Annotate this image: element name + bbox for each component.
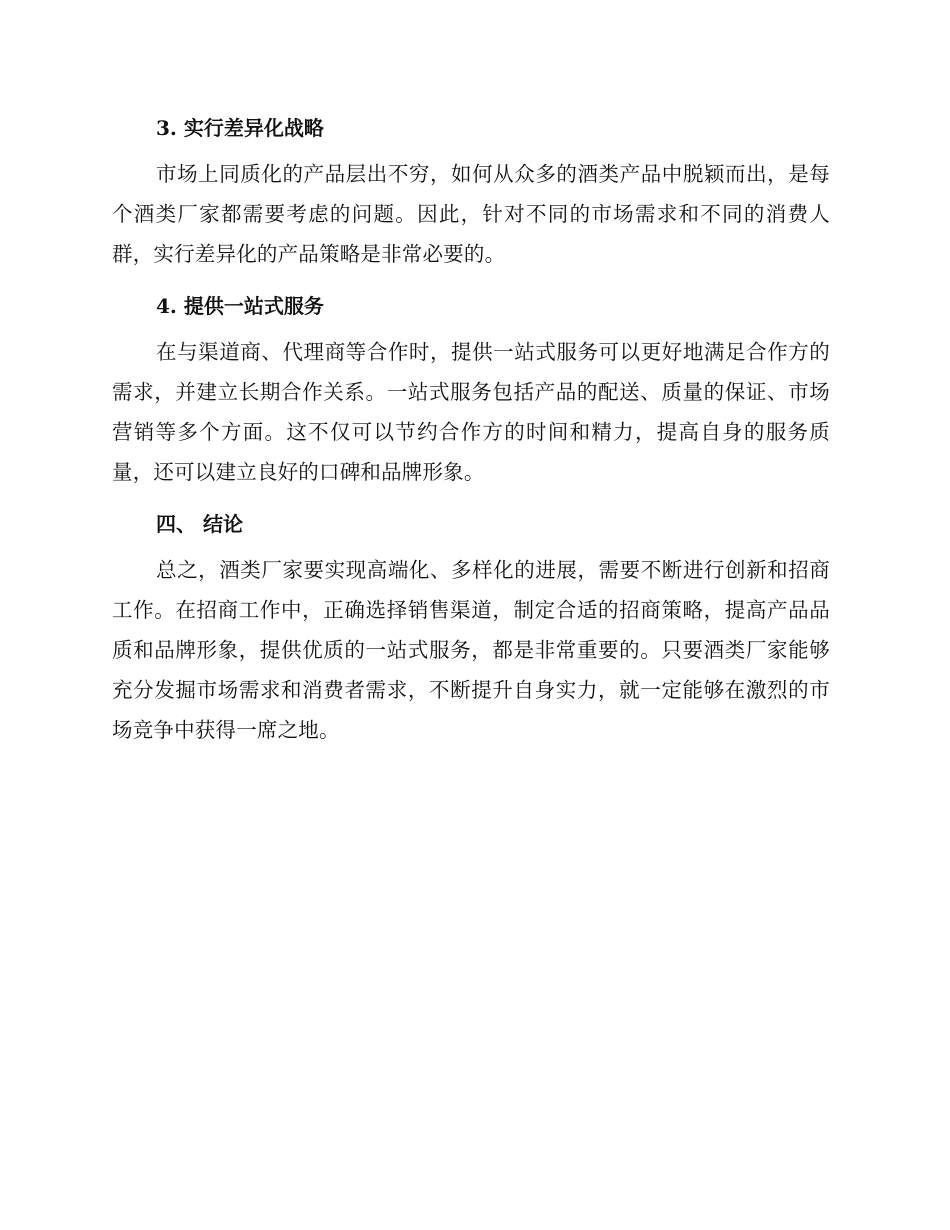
section-paragraph-one-stop-service: 在与渠道商、代理商等合作时，提供一站式服务可以更好地满足合作方的需求，并建立长期合作关系。一站式服务包括产品的配送、质量的保证、市场营销等多个方面。这不仅可以节约合作方的时间和精力，提高自身的服务质量，还可以建立良好的口碑和品牌形象。 [112, 340, 830, 484]
document-body [112, 108, 830, 762]
section-heading-one-stop-service: 4. 提供一站式服务 [156, 294, 324, 318]
section-heading-conclusion: 四、 结论 [156, 512, 243, 536]
section-paragraph-conclusion: 总之，酒类厂家要实现高端化、多样化的进展，需要不断进行创新和招商工作。在招商工作中，正确选择销售渠道，制定合适的招商策略，提高产品品质和品牌形象，提供优质的一站式服务，都是非常重要的。只要酒类厂家能够充分发掘市场需求和消费者需求，不断提升自身实力，就一定能够在激烈的市场竞争中获得一席之地。 [112, 558, 830, 742]
section-heading-differentiation: 3. 实行差异化战略 [156, 116, 324, 140]
section-paragraph-differentiation: 市场上同质化的产品层出不穷，如何从众多的酒类产品中脱颖而出，是每个酒类厂家都需要考虑的问题。因此，针对不同的市场需求和不同的消费人群，实行差异化的产品策略是非常必要的。 [112, 162, 830, 266]
